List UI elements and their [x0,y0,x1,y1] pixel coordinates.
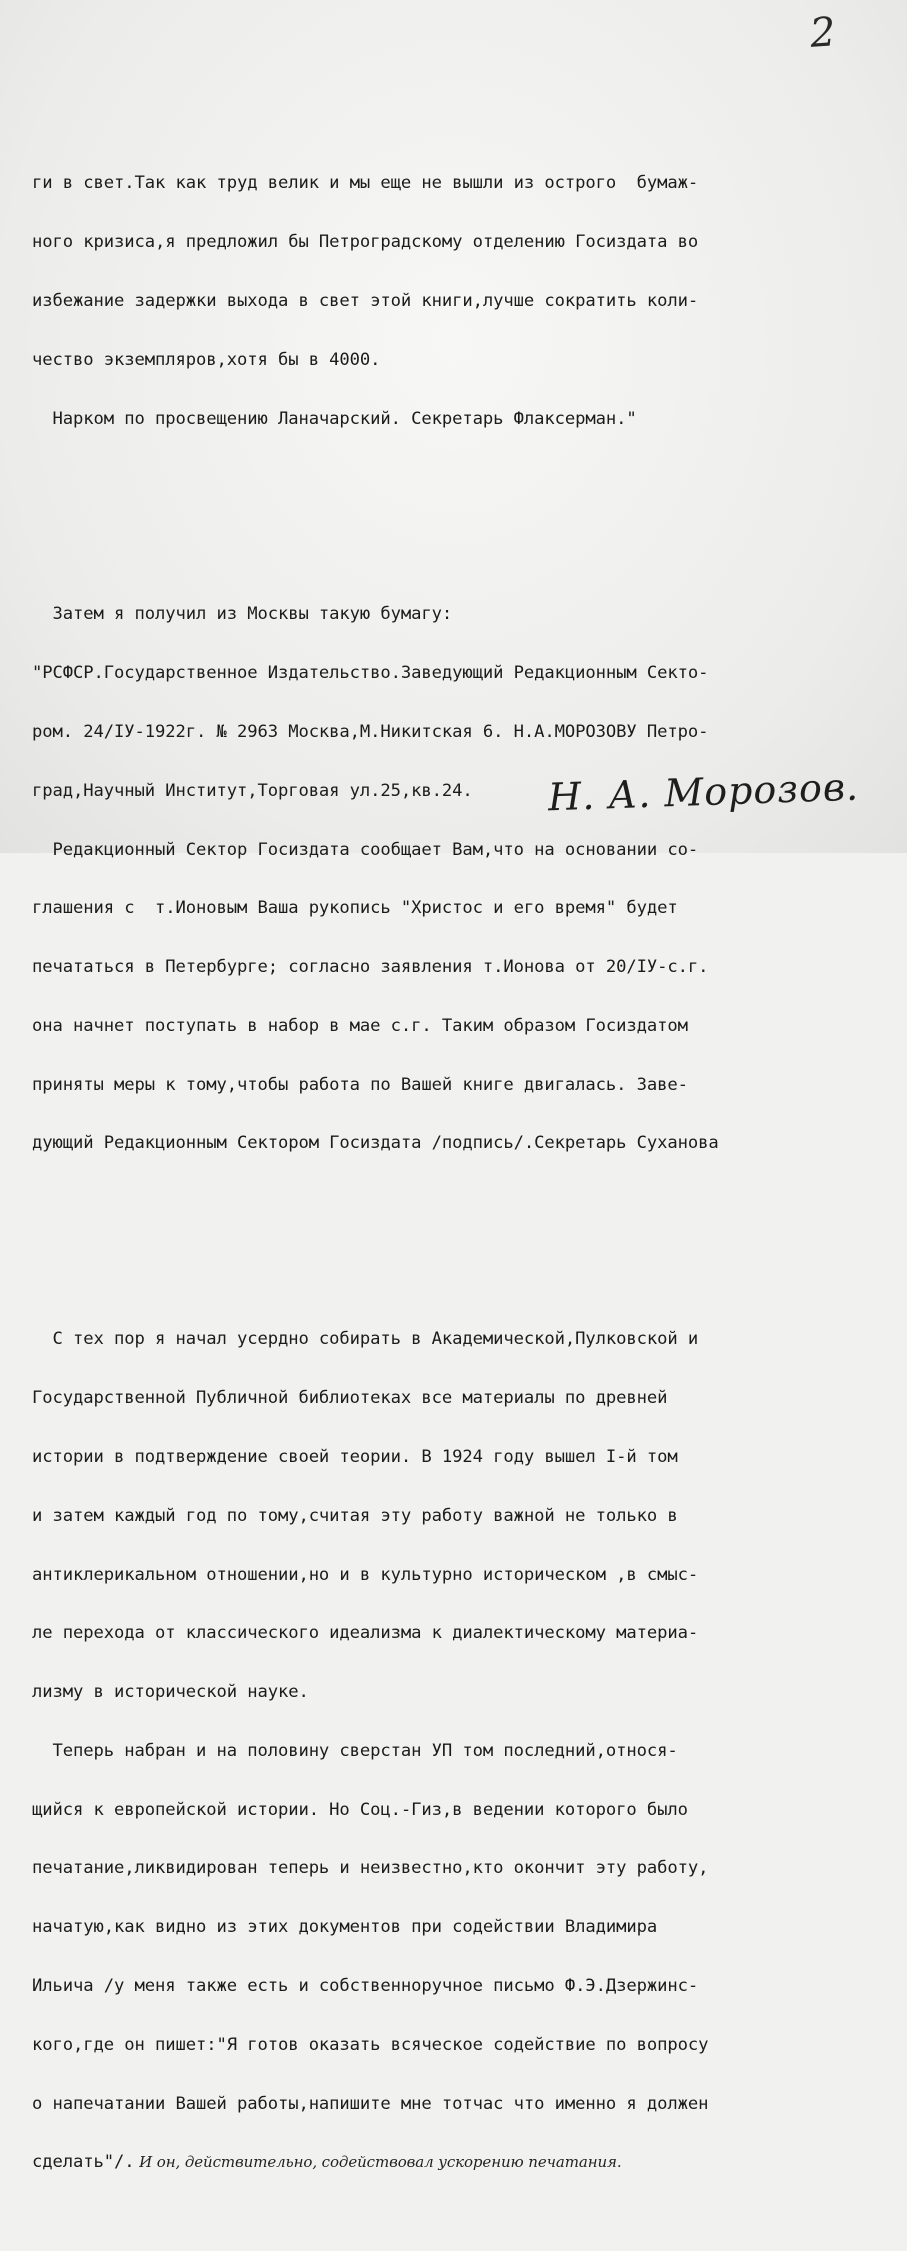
text-line: "РСФСР.Государственное Издательство.Заведующий Редакционным Секто- [32,663,709,684]
typewritten-body [32,96,892,2251]
text-line: антиклерикальном отношении,но и в культурно историческом ,в смыс- [32,1564,699,1585]
text-line: приняты меры к тому,чтобы работа по Вашей книге двигалась. Заве- [32,1074,688,1095]
text-line: ги в свет.Так как труд велик и мы еще не вышли из острого бумаж- [32,173,699,194]
paragraph-1 [32,135,892,468]
text-line: о напечатании Вашей работы,напишите мне тотчас что именно я должен [32,2093,709,2114]
text-line: Государственной Публичной библиотеках все материалы по древней [32,1388,668,1409]
text-line: С тех пор я начал усердно собирать в Академической,Пулковской и [32,1329,699,1350]
final-line-typed: сделать"/. [32,2152,135,2173]
paragraph-2 [32,566,892,1193]
text-line: Ильича /у меня также есть и собственноручное письмо Ф.Э.Дзержинс- [32,1976,699,1996]
text-line: она начнет поступать в набор в мае с.г. Таким образом Госиздатом [32,1015,688,1036]
text-line: истории в подтверждение своей теории. В 1924 году вышел I-й том [32,1446,678,1467]
text-line: дующий Редакционным Сектором Госиздата /подпись/.Секретарь Суханова [32,1133,719,1154]
text-line: печататься в Петербурге; согласно заявления т.Ионова от 20/IУ-с.г. [32,957,709,978]
text-line: ле перехода от классического идеализма к диалектическому материа- [32,1623,699,1644]
text-line: ного кризиса,я предложил бы Петроградскому отделению Госиздата во [32,232,699,253]
text-line: глашения с т.Ионовым Ваша рукопись "Христос и его время" будет [32,898,678,919]
handwritten-addition: И он, действительно, содействовал ускорению печатания. [134,2153,622,2172]
final-line [32,2153,892,2173]
text-line: Теперь набран и на половину сверстан УП том последний,относя- [32,1740,678,1761]
handwritten-signature: Н. А. Морозов. [547,764,860,820]
text-line: Затем я получил из Москвы такую бумагу: [32,604,453,625]
text-line: чество экземпляров,хотя бы в 4000. [32,349,381,370]
text-line: избежание задержки выхода в свет этой книги,лучше сократить коли- [32,290,699,311]
text-line: лизму в исторической науке. [32,1682,309,1703]
paragraph-3 [32,1291,892,2212]
text-line: кого,где он пишет:"Я готов оказать всяческое содействие по вопросу [32,2034,709,2055]
text-line: начатую,как видно из этих документов при содействии Владимира [32,1917,658,1938]
text-line: щийся к европейской истории. Но Соц.-Гиз,в ведении которого было [32,1799,688,1820]
page-number: 2 [807,9,837,57]
text-line: и затем каждый год по тому,считая эту работу важной не только в [32,1505,678,1526]
text-line: град,Научный Институт,Торговая ул.25,кв.24. [32,780,473,801]
text-line: ром. 24/IУ-1922г. № 2963 Москва,М.Никитская 6. Н.А.МОРОЗОВУ Петро- [32,722,709,742]
text-line: Нарком по просвещению Ланачарский. Секретарь Флаксерман." [32,408,637,429]
text-line: Редакционный Сектор Госиздата сообщает Вам,что на основании со- [32,839,699,860]
text-line: печатание,ликвидирован теперь и неизвестно,кто окончит эту работу, [32,1858,709,1879]
